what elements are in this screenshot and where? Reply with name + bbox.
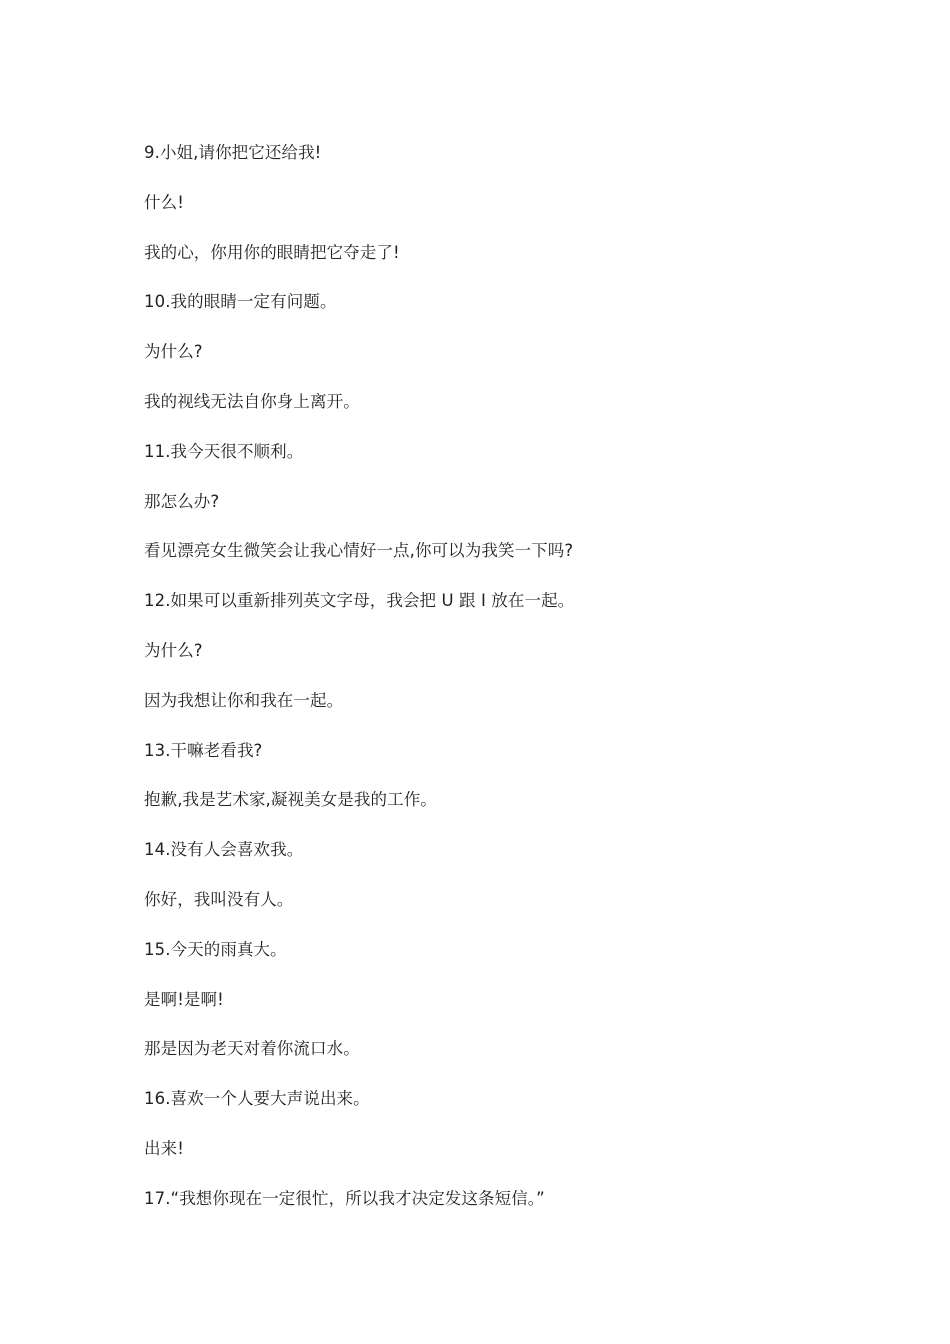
text-line-joke-9-punchline: 我的心，你用你的眼睛把它夺走了!	[144, 242, 400, 262]
text-line-joke-12-punchline: 因为我想让你和我在一起。	[144, 690, 344, 710]
text-line-joke-13-question: 13.干嘛老看我?	[144, 740, 263, 760]
text-line-joke-10-punchline: 我的视线无法自你身上离开。	[144, 391, 360, 411]
text-line-joke-13-punchline: 抱歉,我是艺术家,凝视美女是我的工作。	[144, 790, 437, 810]
text-line-joke-10-question: 10.我的眼睛一定有问题。	[144, 292, 337, 312]
text-line-joke-12-question: 12.如果可以重新排列英文字母，我会把 U 跟 I 放在一起。	[144, 591, 575, 611]
text-line-joke-14-punchline: 你好，我叫没有人。	[144, 889, 294, 909]
text-line-joke-12-reply: 为什么?	[144, 640, 203, 660]
text-line-joke-9-question: 9.小姐,请你把它还给我!	[144, 143, 322, 162]
text-line-joke-15-punchline: 那是因为老天对着你流口水。	[144, 1039, 360, 1059]
text-line-joke-17-question: 17.“我想你现在一定很忙，所以我才决定发这条短信。”	[144, 1188, 545, 1208]
document-body	[144, 141, 864, 1237]
text-line-joke-15-reply: 是啊!是啊!	[144, 989, 224, 1009]
text-line-joke-16-question: 16.喜欢一个人要大声说出来。	[144, 1089, 370, 1109]
text-line-joke-14-question: 14.没有人会喜欢我。	[144, 840, 304, 860]
text-line-joke-15-question: 15.今天的雨真大。	[144, 939, 287, 959]
text-line-joke-10-reply: 为什么?	[144, 342, 203, 362]
text-line-joke-11-reply: 那怎么办?	[144, 491, 220, 511]
text-line-joke-9-reply: 什么!	[144, 192, 184, 212]
text-line-joke-16-punchline: 出来!	[144, 1138, 184, 1158]
text-line-joke-11-punchline: 看见漂亮女生微笑会让我心情好一点,你可以为我笑一下吗?	[144, 541, 574, 561]
text-line-joke-11-question: 11.我今天很不顺利。	[144, 441, 304, 461]
